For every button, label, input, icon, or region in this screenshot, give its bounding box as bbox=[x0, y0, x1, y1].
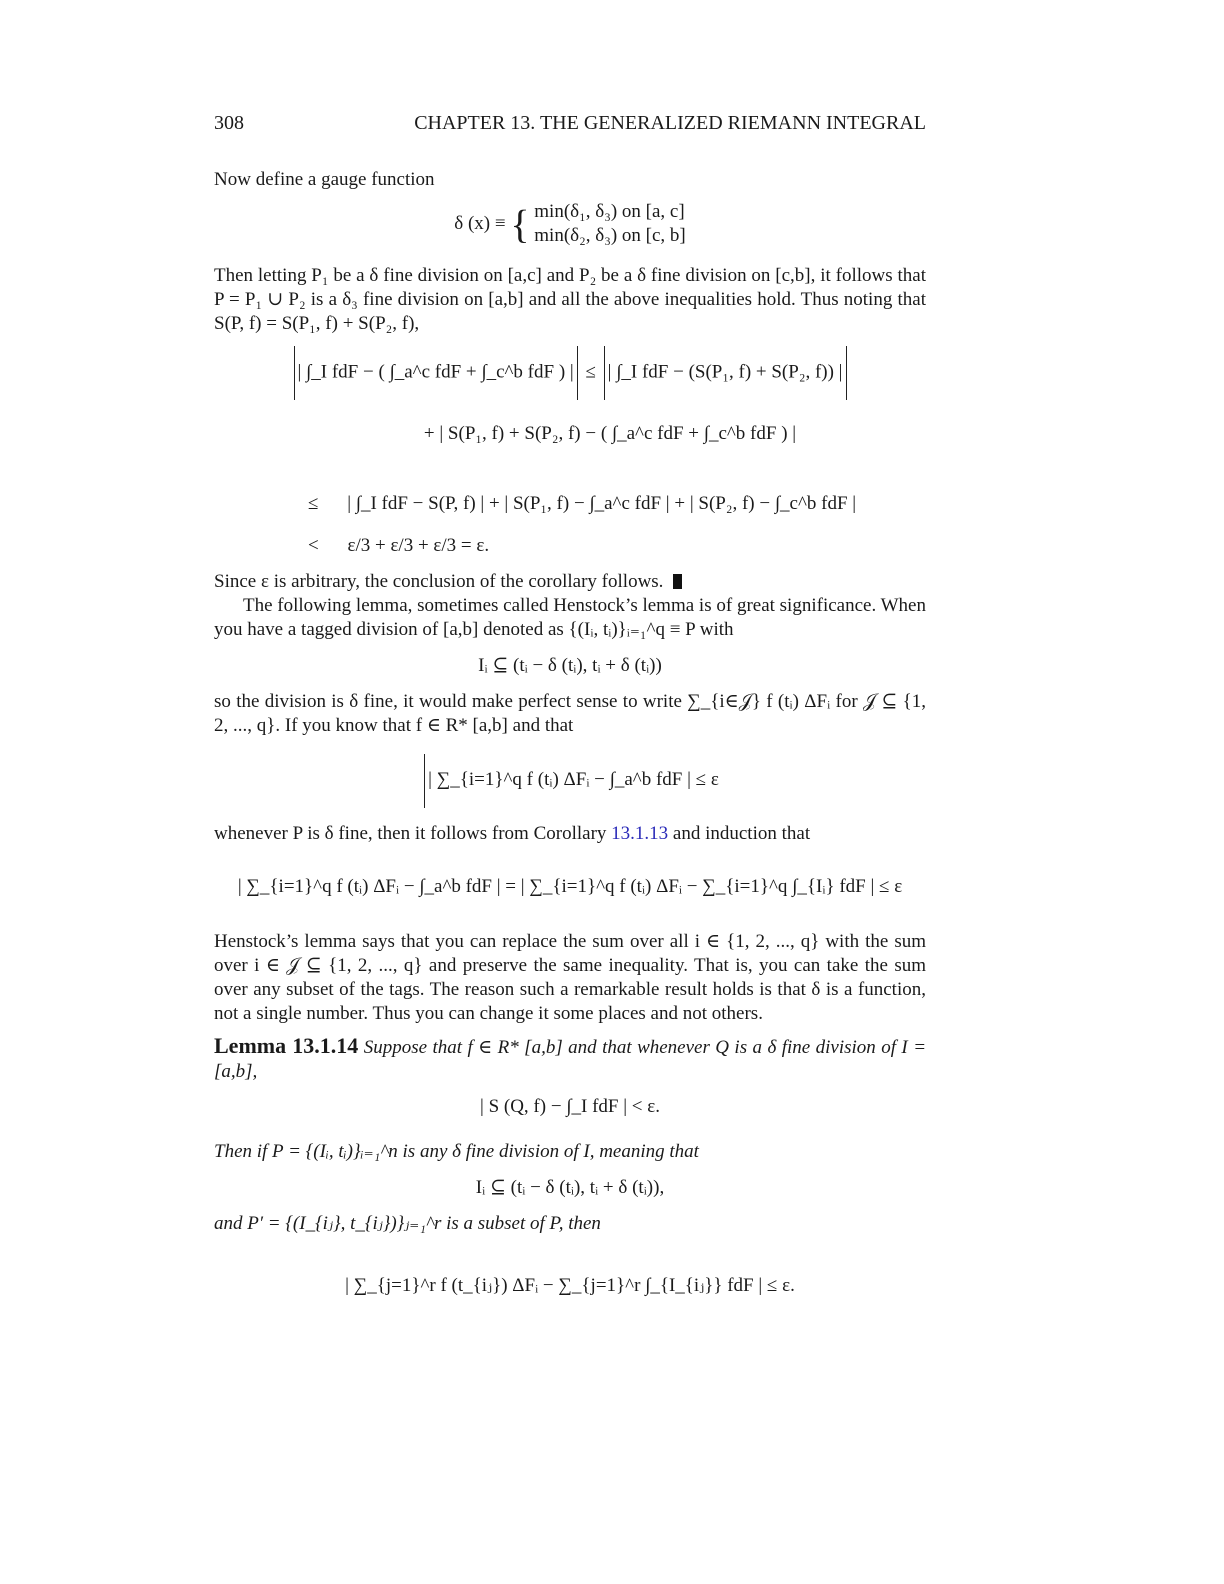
qed-square-icon bbox=[673, 574, 682, 589]
corollary-link[interactable]: 13.1.13 bbox=[611, 823, 669, 844]
abs-bar bbox=[424, 754, 425, 808]
eq-induction-text: | ∑_{i=1}^q f (tᵢ) ΔFᵢ − ∫_a^b fdF | = | ∑_{i=1}^q f (tᵢ) ΔFᵢ − ∑_{i=1}^q ∫_{Iᵢ} fdF | ≤ ε bbox=[237, 876, 903, 897]
lemma-text-2: Then if P = {(Iᵢ, tᵢ)}ᵢ₌₁^n is any δ fine division of I, meaning that bbox=[214, 1141, 699, 1162]
abs-bar bbox=[846, 346, 847, 400]
equation-line-1 bbox=[214, 346, 926, 398]
gauge-lhs: δ (x) ≡ bbox=[454, 213, 506, 234]
abs-bar bbox=[294, 346, 295, 400]
gauge-case-1: min(δ₁, δ₃) on [a, c] bbox=[534, 201, 685, 222]
equation-line-2 bbox=[214, 408, 926, 460]
lemma-text-3: and P′ = {(I_{iⱼ}, t_{iⱼ})}ⱼ₌₁^r is a subset of P, then bbox=[214, 1213, 601, 1234]
corollary-text-after: and induction that bbox=[672, 823, 811, 844]
equation-induction bbox=[214, 858, 926, 916]
paragraph-gauge-intro: Now define a gauge function bbox=[214, 169, 435, 190]
left-brace: { bbox=[510, 201, 530, 247]
abs-bar bbox=[604, 346, 605, 400]
paragraph-henstock-intro: The following lemma, sometimes called Henstock’s lemma is of great significance. When you have a tagged division of [a,b] denoted as {(Iᵢ, tᵢ)}ᵢ₌₁^q ≡ P with bbox=[214, 595, 926, 640]
eq-line2: + | S(P₁, f) + S(P₂, f) − ( ∫_a^c fdF + ∫_c^b fdF ) | bbox=[423, 423, 797, 444]
lemma-heading: Lemma 13.1.14 bbox=[214, 1033, 359, 1058]
eq-line4-relation: < bbox=[308, 535, 319, 556]
equation-bound bbox=[214, 752, 926, 808]
corollary-text-before: whenever P is δ fine, then it follows from Corollary bbox=[214, 823, 607, 844]
eq-line3-relation: ≤ bbox=[308, 493, 319, 514]
eq-bound-text: | ∑_{i=1}^q f (tᵢ) ΔFᵢ − ∫_a^b fdF | ≤ ε bbox=[428, 769, 719, 790]
eq-line1-left: | ∫_I fdF − ( ∫_a^c fdF + ∫_c^b fdF ) | bbox=[297, 361, 574, 383]
equation-lemma-conclusion bbox=[214, 1258, 926, 1314]
conclusion-text: Since ε is arbitrary, the conclusion of the corollary follows. bbox=[214, 571, 664, 592]
equation-line-4 bbox=[308, 534, 489, 558]
gauge-case-2: min(δ₂, δ₃) on [c, b] bbox=[534, 225, 686, 246]
paragraph-corollary bbox=[214, 822, 926, 846]
eq-line1-right: | ∫_I fdF − (S(P₁, f) + S(P₂, f)) | bbox=[607, 361, 843, 383]
lemma-text-1: Suppose that f ∈ R* [a,b] and that whenever Q is a δ fine division of I = [a,b], bbox=[214, 1037, 927, 1082]
equation-gauge bbox=[214, 200, 926, 256]
abs-bar bbox=[577, 346, 578, 400]
equation-lemma-hypothesis bbox=[214, 1084, 926, 1130]
eq-lemma-3: | ∑_{j=1}^r f (t_{iⱼ}) ΔFᵢ − ∑_{j=1}^r ∫_{I_{iⱼ}} fdF | ≤ ε. bbox=[345, 1275, 795, 1296]
paragraph-delta-fine: so the division is δ fine, it would make perfect sense to write ∑_{i∈𝒥} f (tᵢ) ΔFᵢ for 𝒥 ⊆ {1, 2, ..., q}. If you know that f ∈ R* [a,b] and that bbox=[214, 691, 926, 736]
page-number: 308 bbox=[214, 112, 244, 134]
lemma-statement bbox=[214, 1034, 926, 1084]
eq-line1-relation: ≤ bbox=[585, 361, 596, 383]
eq-line3: | ∫_I fdF − S(P, f) | + | S(P₁, f) − ∫_a^c fdF | + | S(P₂, f) − ∫_c^b fdF | bbox=[347, 493, 857, 514]
paragraph-henstock-statement: Henstock’s lemma says that you can replace the sum over all i ∈ {1, 2, ..., q} with the sum over i ∈ 𝒥 ⊆ {1, 2, ..., q} and preserve the same inequality. That is, you can take the sum over any subset of the tags. The reason such a remarkable result holds is that δ is a function, not a single number. Thus you can change it some places and not others. bbox=[214, 931, 926, 1024]
paragraph-division: Then letting P₁ be a δ fine division on [a,c] and P₂ be a δ fine division on [c,b], it follows that P = P₁ ∪ P₂ is a δ₃ fine division on [a,b] and all the above inequalities hold. Thus noting that S(P, f) = S(P₁, f) + S(P₂, f), bbox=[214, 265, 926, 334]
equation-interval: Iᵢ ⊆ (tᵢ − δ (tᵢ), tᵢ + δ (tᵢ)) bbox=[478, 655, 662, 676]
eq-lemma-1: | S (Q, f) − ∫_I fdF | < ε. bbox=[480, 1096, 660, 1117]
paragraph-conclusion bbox=[214, 570, 926, 594]
equation-line-3 bbox=[308, 478, 856, 530]
chapter-title: CHAPTER 13. THE GENERALIZED RIEMANN INTEGRAL bbox=[414, 112, 926, 134]
eq-line4: ε/3 + ε/3 + ε/3 = ε. bbox=[347, 535, 490, 556]
equation-lemma-interval: Iᵢ ⊆ (tᵢ − δ (tᵢ), tᵢ + δ (tᵢ)), bbox=[475, 1177, 665, 1198]
